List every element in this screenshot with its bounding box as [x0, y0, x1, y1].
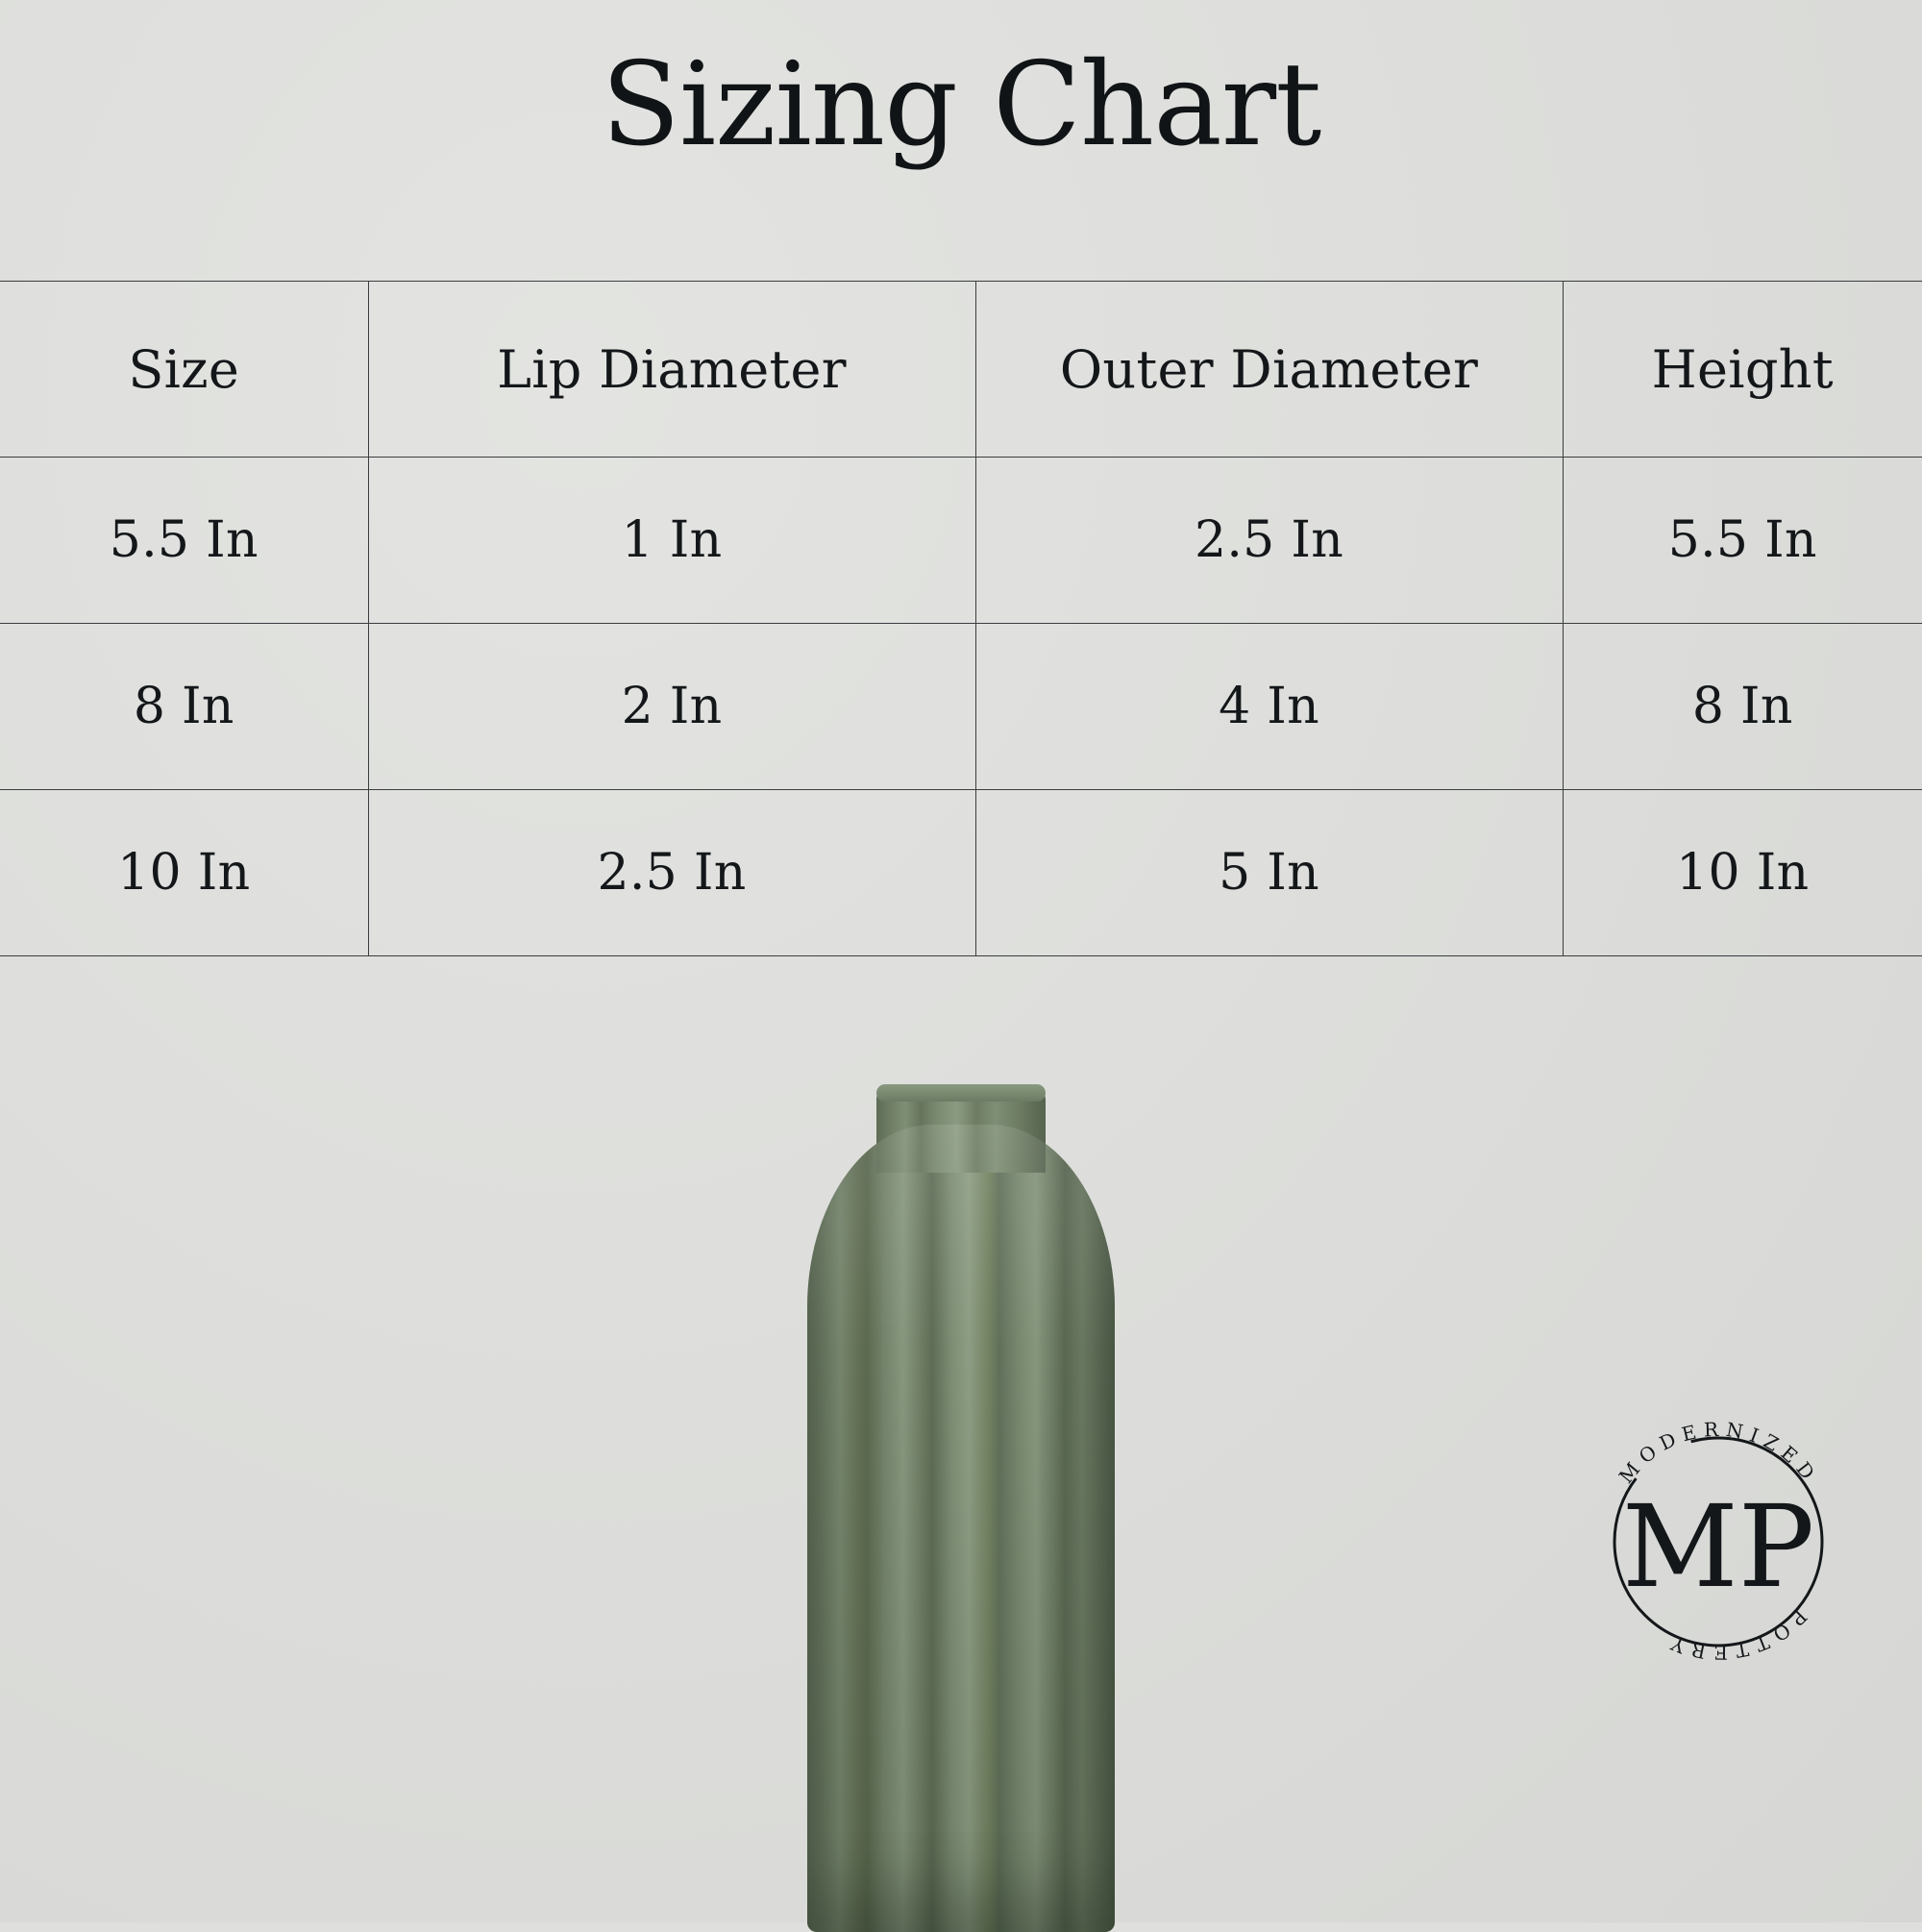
cell-height: 5.5 In: [1563, 458, 1922, 624]
cell-size: 5.5 In: [0, 458, 368, 624]
cell-height: 8 In: [1563, 624, 1922, 790]
cell-outer-diameter: 4 In: [975, 624, 1563, 790]
cell-size: 10 In: [0, 790, 368, 956]
cell-size: 8 In: [0, 624, 368, 790]
vase-rim: [876, 1084, 1046, 1102]
brand-logo: [1574, 1398, 1862, 1686]
logo-monogram: MP: [1621, 1480, 1815, 1613]
sizing-table-container: [0, 281, 1922, 956]
logo-ring-text-top: MODERNIZED: [1614, 1417, 1824, 1490]
cell-lip-diameter: 2.5 In: [368, 790, 975, 956]
cell-height: 10 In: [1563, 790, 1922, 956]
sizing-table: [0, 281, 1922, 956]
table-row: [0, 790, 1922, 956]
cell-lip-diameter: 1 In: [368, 458, 975, 624]
column-header-size: Size: [0, 282, 368, 458]
column-header-outer-diameter: Outer Diameter: [975, 282, 1563, 458]
column-header-lip-diameter: Lip Diameter: [368, 282, 975, 458]
logo-ring-text-bottom: POTTERY: [1662, 1604, 1811, 1665]
cell-outer-diameter: 5 In: [975, 790, 1563, 956]
fluted-vase-image: [807, 1086, 1115, 1932]
cell-lip-diameter: 2 In: [368, 624, 975, 790]
column-header-height: Height: [1563, 282, 1922, 458]
table-row: [0, 624, 1922, 790]
vase-shading: [807, 1125, 1115, 1932]
cell-outer-diameter: 2.5 In: [975, 458, 1563, 624]
table-header-row: [0, 282, 1922, 458]
page-title: Sizing Chart: [601, 38, 1321, 172]
table-row: [0, 458, 1922, 624]
